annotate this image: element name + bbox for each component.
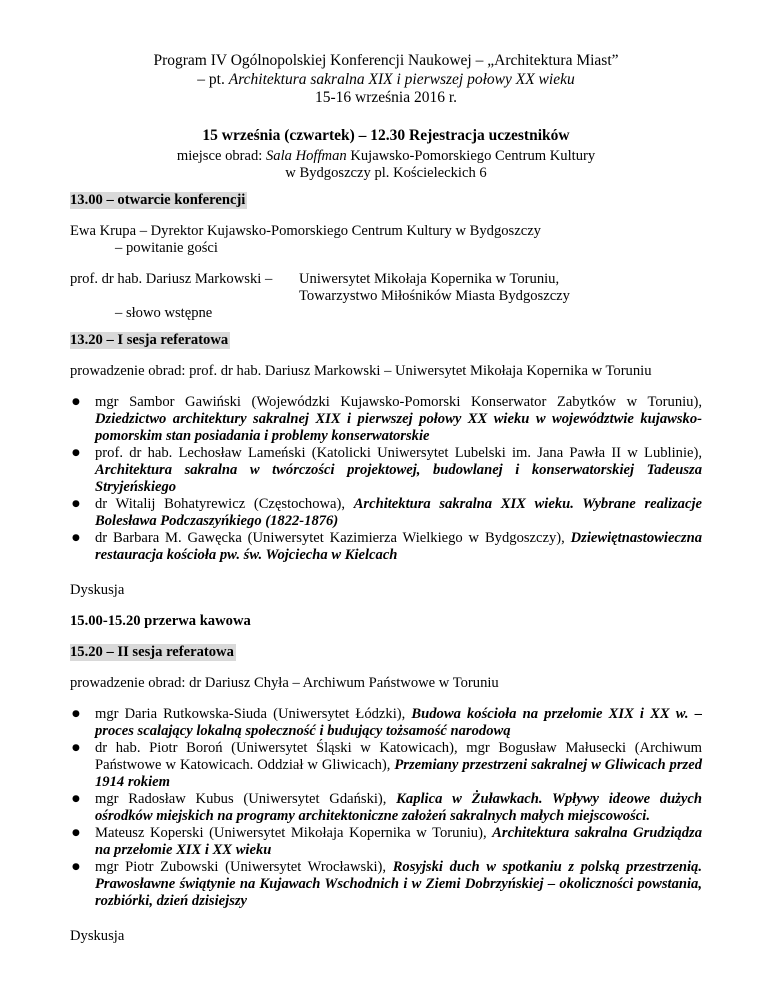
session2-discussion: Dyskusja [70,927,125,944]
session1-heading: 13.20 – I sesja referatowa [70,331,229,348]
talk-title: Architektura sakralna w twórczości projektowej, budowlanej i konserwatorskiej Tadeusza Stryjeńskiego [95,461,702,495]
bullet-icon: ● [72,742,80,753]
header-title: Program IV Ogólnopolskiej Konferencji Naukowej – „Architektura Miast” [153,52,619,69]
talk-speaker: prof. dr hab. Lechosław Lameński (Katolicki Uniwersytet Lubelski im. Jana Pawła II w Lublinie), [95,444,702,461]
talk-title: Kaplica w Żuławkach. Wpływy ideowe dużych ośrodków miejskich na programy architektoniczne założeń sakralnych małych miejscowości. [95,790,702,824]
list-item [70,740,702,791]
venue-rest: Kujawsko-Pomorskiego Centrum Kultury [346,147,596,164]
speaker1: Ewa Krupa – Dyrektor Kujawsko-Pomorskiego Centrum Kultury w Bydgoszczy [70,222,541,239]
session2-heading: 15.20 – II sesja referatowa [70,643,234,660]
bullet-icon: ● [72,498,80,509]
speaker2-role: – słowo wstępne [115,304,213,321]
session1-talk-list [70,394,702,564]
talk-speaker: mgr Sambor Gawiński (Wojewódzki Kujawsko-Pomorski Konserwator Zabytków w Toruniu), [95,393,702,410]
bullet-icon: ● [72,447,80,458]
subtitle-prefix: – pt. [197,70,229,88]
speaker2-aff2: Towarzystwo Miłośników Miasta Bydgoszczy [299,287,570,304]
talk-title: Dziewiętnastowieczna restauracja kościoła pw. św. Wojciecha w Kielcach [95,529,702,563]
day1-heading: 15 września (czwartek) – 12.30 Rejestracja uczestników [202,126,570,144]
talk-title: Dziedzictwo architektury sakralnej XIX i pierwszej połowy XX wieku w województwie kujawsko-pomorskim stan posiadania i problemy konserwatorskie [95,410,702,444]
venue-hall: Sala Hoffman [266,147,347,164]
speaker1-role: – powitanie gości [115,239,218,256]
list-item [70,394,702,445]
venue-line1 [70,148,702,165]
program-document [70,52,702,945]
bullet-icon: ● [72,793,80,804]
header-dates: 15-16 września 2016 r. [314,89,458,106]
session1-discussion: Dyskusja [70,581,125,598]
bullet-icon: ● [72,708,80,719]
speaker2-name: prof. dr hab. Dariusz Markowski – [70,270,273,287]
list-item [70,859,702,910]
list-item [70,496,702,530]
bullet-icon: ● [72,827,80,838]
header-subtitle [70,71,702,90]
speaker2 [70,271,702,305]
talk-speaker: dr hab. Piotr Boroń (Uniwersytet Śląski w Katowicach), mgr Bogusław Małusecki (Archiwum Państwowe w Katowicach. Oddział w Gliwicach), [95,739,702,773]
bullet-icon: ● [72,532,80,543]
talk-speaker: Mateusz Koperski (Uniwersytet Mikołaja Kopernika w Toruniu), [95,824,493,841]
talk-title: Architektura sakralna Grudziądza na przełomie XIX i XX wieku [95,824,702,858]
list-item [70,825,702,859]
list-item [70,791,702,825]
venue-prefix: miejsce obrad: [176,147,266,164]
talk-title: Architektura sakralna XIX wieku. Wybrane realizacje Bolesława Podczaszyńkiego (1822-1876) [95,495,702,529]
talk-speaker: mgr Radosław Kubus (Uniwersytet Gdański), [95,790,397,807]
coffee-break: 15.00-15.20 przerwa kawowa [70,612,251,629]
talk-speaker: dr Barbara M. Gawęcka (Uniwersytet Kazimierza Wielkiego w Bydgoszczy), [95,529,571,546]
talk-title: Rosyjski duch w spotkaniu z polską przestrzenią. Prawosławne świątynie na Kujawach Wschodnich i w Ziemi Dobrzyńskiej – okoliczności powstania, rozbiórki, dzień dzisiejszy [95,858,702,909]
bullet-icon: ● [72,861,80,872]
list-item [70,445,702,496]
session2-talk-list [70,706,702,910]
talk-speaker: mgr Daria Rutkowska-Siuda (Uniwersytet Łódzki), [95,705,412,722]
session1-chair: prowadzenie obrad: prof. dr hab. Dariusz Markowski – Uniwersytet Mikołaja Kopernika w Toruniu [70,362,652,379]
session2-chair: prowadzenie obrad: dr Dariusz Chyła – Archiwum Państwowe w Toruniu [70,674,499,691]
bullet-icon: ● [72,396,80,407]
list-item [70,530,702,564]
opening-heading: 13.00 – otwarcie konferencji [70,191,246,208]
talk-speaker: dr Witalij Bohatyrewicz (Częstochowa), [95,495,354,512]
venue-line2: w Bydgoszczy pl. Kościeleckich 6 [285,164,487,181]
talk-speaker: mgr Piotr Zubowski (Uniwersytet Wrocławski), [95,858,393,875]
talk-title: Budowa kościoła na przełomie XIX i XX w. – proces scalający lokalną społeczność i budujący tożsamość narodową [95,705,702,739]
speaker2-affiliation [299,271,702,305]
list-item [70,706,702,740]
subtitle-theme: Architektura sakralna XIX i pierwszej połowy XX wieku [228,70,575,88]
speaker2-aff1: Uniwersytet Mikołaja Kopernika w Toruniu, [299,270,560,287]
talk-title: Przemiany przestrzeni sakralnej w Gliwicach przed 1914 rokiem [95,756,702,790]
